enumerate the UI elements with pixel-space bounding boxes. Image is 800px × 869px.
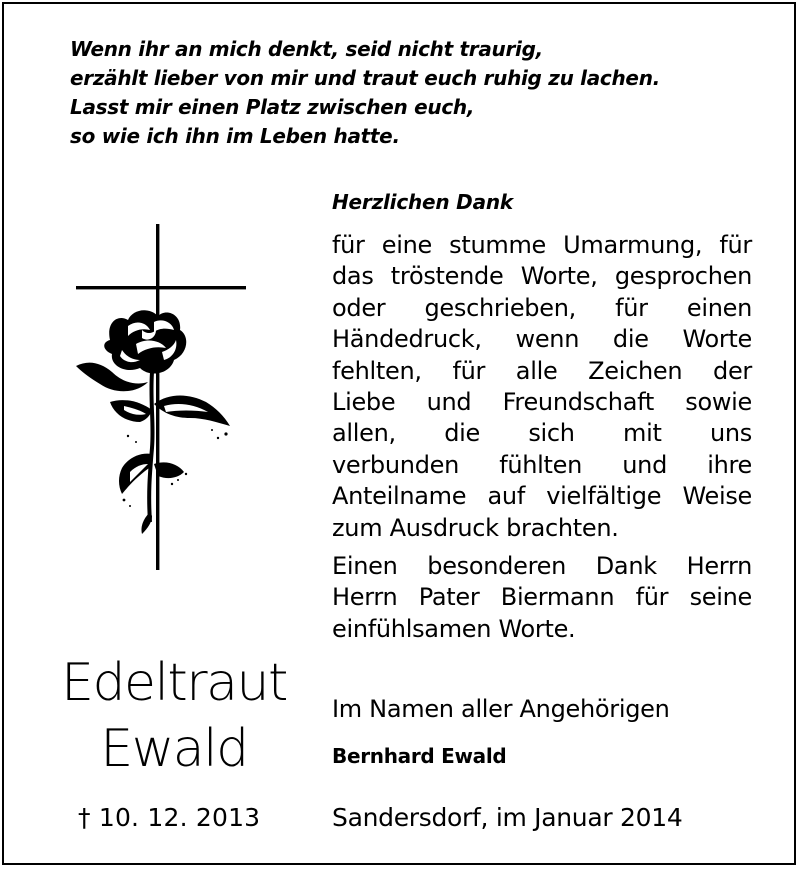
deceased-last-name: Ewald <box>100 719 248 779</box>
thanks-heading: Herzlichen Dank <box>332 190 514 214</box>
on-behalf-line: Im Namen aller Angehörigen <box>332 695 670 723</box>
thanks-line: für eine stumme Umarmung, für <box>332 231 752 259</box>
thanks-line: Liebe und Freundschaft sowie <box>332 387 752 416</box>
poem-line: erzählt lieber von mir und traut euch ruhig zu lachen. <box>70 66 660 90</box>
special-thanks-line: Herrn Pater Biermann für seine <box>332 583 752 612</box>
thanks-line: verbunden fühlten und ihre <box>332 450 752 479</box>
thanks-line: fehlten, für alle Zeichen der <box>332 356 752 385</box>
cross-with-rose-icon <box>66 222 256 574</box>
thanks-text <box>332 230 752 544</box>
special-thanks-line: einfühlsamen Worte. <box>332 614 576 643</box>
death-date: † 10. 12. 2013 <box>78 803 261 832</box>
poem-line: so wie ich ihn im Leben hatte. <box>70 124 400 148</box>
poem-line: Lasst mir einen Platz zwischen euch, <box>70 95 475 119</box>
special-thanks-line: Einen besonderen Dank Herrn <box>332 552 752 580</box>
signer-name: Bernhard Ewald <box>332 744 507 768</box>
thanks-line: Händedruck, wenn die Worte <box>332 325 752 354</box>
memorial-poem <box>70 35 770 151</box>
deceased-first-name: Edeltraut <box>61 653 287 713</box>
thanks-line: zum Ausdruck brachten. <box>332 513 619 542</box>
thanks-line: das tröstende Worte, gesprochen <box>332 262 752 291</box>
cross-horizontal-beam <box>76 286 246 289</box>
cross-vertical-beam <box>156 224 159 570</box>
thanks-line: oder geschrieben, für einen <box>332 293 752 322</box>
poem-line: Wenn ihr an mich denkt, seid nicht traurig, <box>70 37 543 61</box>
rose-stem <box>149 372 152 522</box>
obituary-notice-frame <box>2 2 796 865</box>
thanks-line: Anteilname auf vielfältige Weise <box>332 482 752 511</box>
rose-leaves <box>110 396 230 535</box>
special-thanks-text <box>332 551 752 645</box>
place-and-date: Sandersdorf, im Januar 2014 <box>332 803 683 832</box>
deceased-name <box>44 650 304 782</box>
thanks-line: allen, die sich mit uns <box>332 419 752 448</box>
